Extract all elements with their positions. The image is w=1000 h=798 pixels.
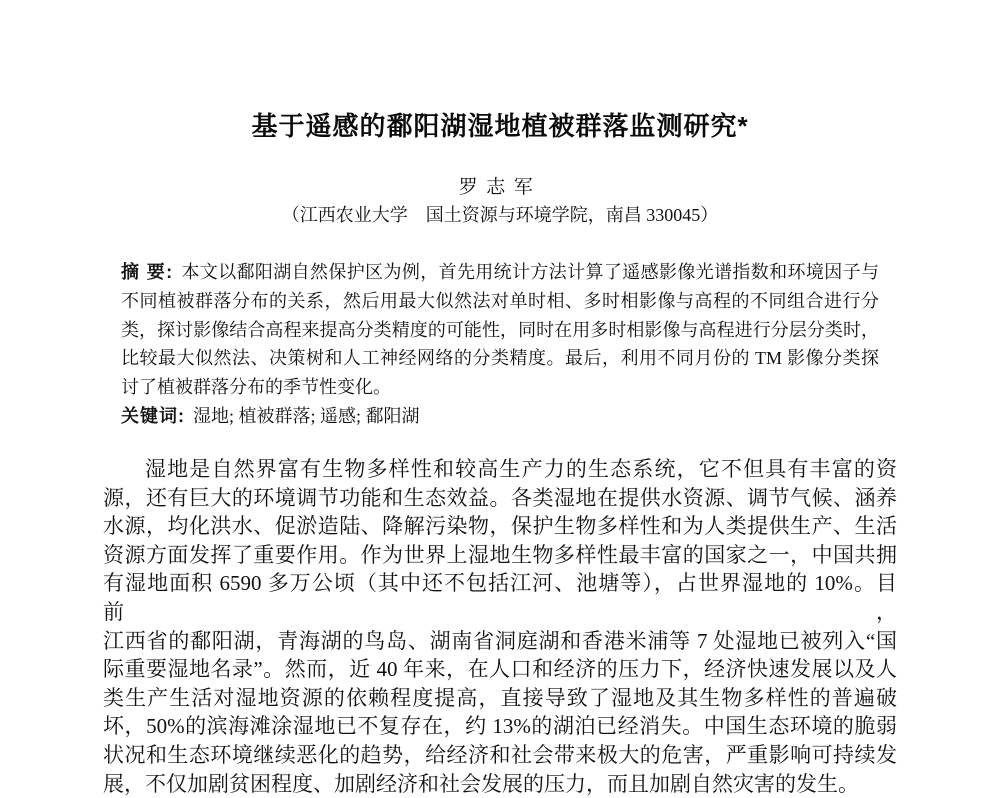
body-line: 状况和生态环境继续恶化的趋势，给经济和社会带来极大的危害，严重影响可持续发 [103,742,897,767]
author-affiliation: （江西农业大学 国土资源与环境学院，南昌 330045） [281,205,719,225]
body-paragraph [103,455,897,798]
body-line: 源，还有巨大的环境调节功能和生态效益。各类湿地在提供水资源、调节气候、涵养 [103,485,897,510]
body-line: 江西省的鄱阳湖，青海湖的鸟岛、湖南省洞庭湖和香港米浦等 7 处湿地已被列入“国 [103,628,897,653]
body-line: 展，不仅加剧贫困程度、加剧经济和社会发展的压力，而且加剧自然灾害的发生。 [103,771,859,796]
body-line: 有湿地面积 6590 多万公顷（其中还不包括江河、池塘等），占世界湿地的 10%。目前， [103,571,897,624]
abstract-line: 讨了植被群落分布的季节性变化。 [121,377,391,398]
abstract-label: 摘 要: [121,262,174,282]
abstract-line [121,258,879,287]
body-line: 资源方面发挥了重要作用。作为世界上湿地生物多样性最丰富的国家之一，中国共拥 [103,542,897,567]
paper-title: 基于遥感的鄱阳湖湿地植被群落监测研究* [251,111,749,141]
body-line: 际重要湿地名录”。然而，近 40 年来，在人口和经济的压力下，经济快速发展以及人 [103,657,897,682]
body-line: 水源，均化洪水、促淤造陆、降解污染物，保护生物多样性和为人类提供生产、生活 [103,514,897,539]
abstract-line: 比较最大似然法、决策树和人工神经网络的分类精度。最后，利用不同月份的 TM 影像分类探 [121,348,879,369]
keywords-row [121,402,879,431]
abstract-section [121,258,879,431]
keywords-label: 关键词: [121,405,185,426]
keywords-text: 湿地; 植被群落; 遥感; 鄱阳湖 [193,405,420,426]
abstract-line: 类，探讨影像结合高程来提高分类精度的可能性，同时在用多时相影像与高程进行分层分类时， [121,319,879,340]
abstract-line: 不同植被群落分布的关系，然后用最大似然法对单时相、多时相影像与高程的不同组合进行分 [121,290,879,311]
body-line: 类生产生活对湿地资源的依赖程度提高，直接导致了湿地及其生物多样性的普遍破 [103,685,897,710]
body-line: 坏，50%的滨海滩涂湿地已不复存在，约 13%的湖泊已经消失。中国生态环境的脆弱 [103,714,897,739]
body-line: 湿地是自然界富有生物多样性和较高生产力的生态系统，它不但具有丰富的资 [145,457,897,481]
author-name: 罗志军 [458,177,542,198]
abstract-text: 本文以鄱阳湖自然保护区为例，首先用统计方法计算了遥感影像光谱指数和环境因子与 [181,262,879,282]
